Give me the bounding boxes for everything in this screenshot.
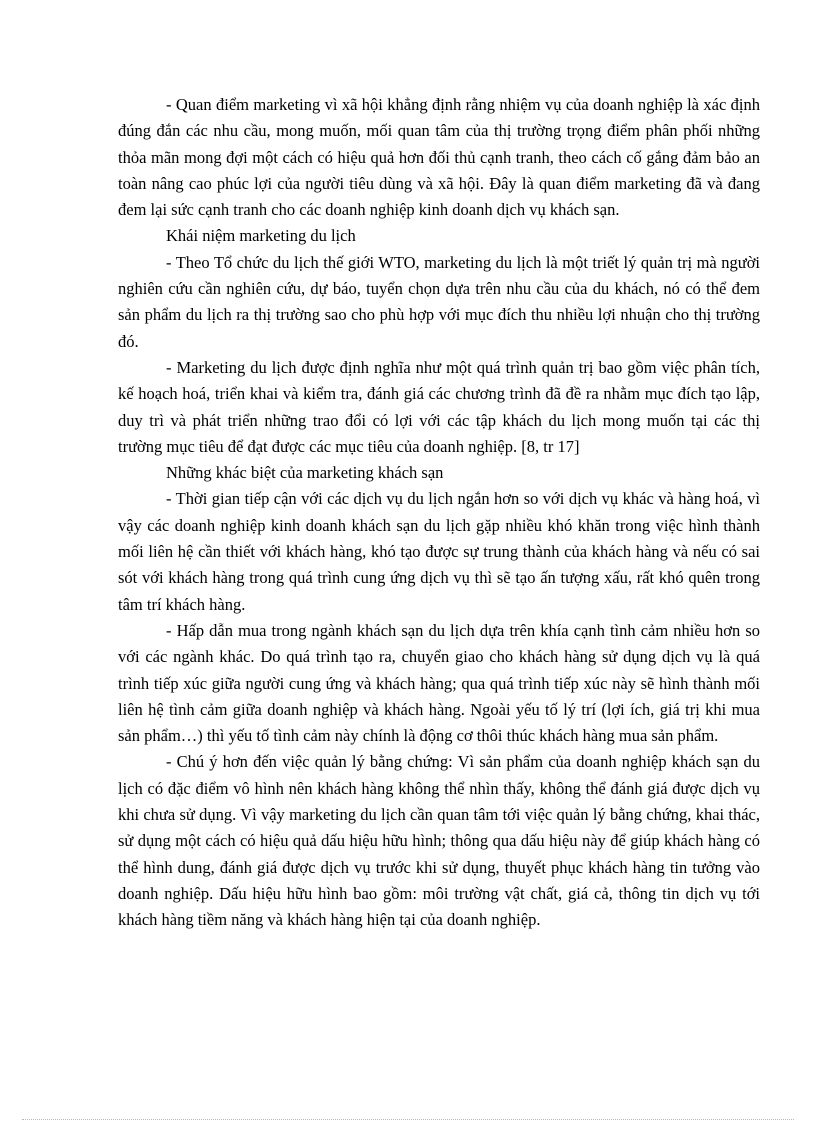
paragraph-evidence-management: - Chú ý hơn đến việc quản lý bằng chứng: Vì sản phẩm của doanh nghiệp khách sạn du lịch có đặc điểm vô hình nên khách hàng không thể nhìn thấy, không thể đánh giá được dịch vụ khi chưa sử dụng. Vì vậy marketing du lịch cần quan tâm tới việc quản lý bằng chứng, khai thác, sử dụng một cách có hiệu quả dấu hiệu hữu hình; thông qua dấu hiệu này để giúp khách hàng có thể hình dung, đánh giá được dịch vụ trước khi sử dụng, thuyết phục khách hàng tin tưởng vào doanh nghiệp. Dấu hiệu hữu hình bao gồm: môi trường vật chất, giá cả, thông tin dịch vụ tới khách hàng tiềm năng và khách hàng hiện tại của doanh nghiệp.	[118, 752, 760, 930]
paragraph-wto-definition: - Theo Tổ chức du lịch thế giới WTO, marketing du lịch là một triết lý quản trị mà người nghiên cứu cần nghiên cứu, dự báo, tuyển chọn dựa trên nhu cầu của du khách, nó có thể đem sản phẩm du lịch ra thị trường sao cho phù hợp với mục đích thu nhiều lợi nhuận cho thị trường đó.	[118, 252, 760, 351]
page-bottom-divider	[22, 1119, 794, 1120]
paragraph-access-time: - Thời gian tiếp cận với các dịch vụ du lịch ngắn hơn so với dịch vụ khác và hàng hoá, vì vậy các doanh nghiệp kinh doanh khách sạn du lịch gặp nhiều khó khăn trong việc hình thành mối liên hệ cần thiết với khách hàng, khó tạo được sự trung thành của khách hàng và nếu có sai sót với khách hàng trong quá trình cung ứng dịch vụ thì sẽ tạo ấn tượng xấu, rất khó quên trong tâm trí khách hàng.	[118, 489, 760, 614]
document-body	[118, 92, 760, 934]
heading-tourism-marketing-concept: Khái niệm marketing du lịch	[166, 226, 356, 246]
paragraph-social-marketing-view: - Quan điểm marketing vì xã hội khẳng định rằng nhiệm vụ của doanh nghiệp là xác định đúng đắn các nhu cầu, mong muốn, mối quan tâm của thị trường trọng điểm phân phối những thỏa mãn mong đợi một cách có hiệu quả hơn đối thủ cạnh tranh, theo cách cố gắng đảm bảo an toàn nâng cao phúc lợi của người tiêu dùng và xã hội. Đây là quan điểm marketing đã và đang đem lại sức cạnh tranh cho các doanh nghiệp kinh doanh dịch vụ khách sạn.	[118, 95, 760, 220]
heading-hotel-marketing-differences: Những khác biệt của marketing khách sạn	[166, 463, 444, 483]
paragraph-marketing-definition: - Marketing du lịch được định nghĩa như một quá trình quản trị bao gồm việc phân tích, kế hoạch hoá, triển khai và kiểm tra, đánh giá các chương trình đã đề ra nhằm mục đích tạo lập, duy trì và phát triển những trao đổi có lợi với các tập khách du lịch mong muốn tại các thị trường mục tiêu để đạt được các mục tiêu của doanh nghiệp. [8, tr 17]	[118, 357, 760, 456]
paragraph-emotional-appeal: - Hấp dẫn mua trong ngành khách sạn du lịch dựa trên khía cạnh tình cảm nhiều hơn so với các ngành khác. Do quá trình tạo ra, chuyển giao cho khách hàng sử dụng dịch vụ là quá trình tiếp xúc giữa người cung ứng và khách hàng; qua quá trình tiếp xúc này sẽ hình thành mối liên hệ tình cảm giữa doanh nghiệp và khách hàng. Ngoài yếu tố lý trí (lợi ích, giá trị khi mua sản phẩm…) thì yếu tố tình cảm này chính là động cơ thôi thúc khách hàng mua sản phẩm.	[118, 620, 760, 746]
